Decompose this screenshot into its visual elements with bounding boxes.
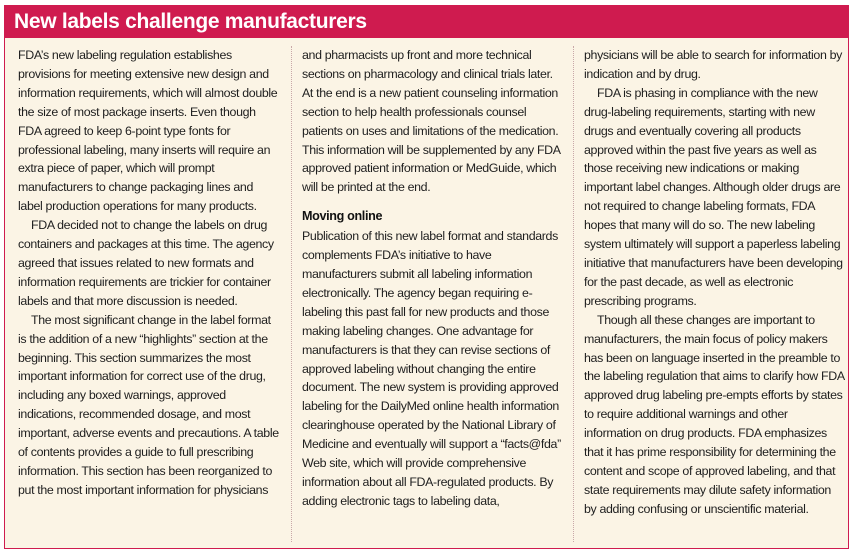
paragraph: The most significant change in the label format is the addition of a new “highlights” section at the beginning. This section summarizes the most important information for correct use of the drug, including any boxed warnings, approved indications, recommended dosage, and most important, adverse events and precautions. A table of contents provides a guide to full prescribing information. This section has been reorganized to put the most important information for physicians (18, 312, 279, 497)
paragraph: and pharmacists up front and more technical sections on pharmacology and clinical trials later. At the end is a new patient counseling information section to help health professionals counsel patients on uses and limitations of the medication. This information will be supplemented by any FDA approved patient information or MedGuide, which will be printed at the end. (302, 48, 560, 195)
paragraph: Though all these changes are important to manufacturers, the main focus of policy makers has been on language inserted in the preamble to the labeling regulation that aims to clarify how FDA approved drug labeling pre-empts efforts by states to require additional warnings and other information on drug products. FDA emphasizes that it has prime responsibility for determining the content and scope of approved labeling, and that state requirements may dilute safety information by adding confusing or unscientific material. (584, 312, 845, 516)
column-divider (291, 46, 292, 542)
section-subheading: Moving online (302, 209, 383, 224)
paragraph: FDA is phasing in compliance with the new drug-labeling requirements, starting with new drugs and eventually covering all products approved within the past five years as well as those receiving new indications or making important label changes. Although older drugs are not required to change labeling formats, FDA hopes that many will do so. The new labeling system ultimately will support a paperless labeling initiative that manufacturers have been developing for the past decade, as well as electronic prescribing programs. (584, 85, 843, 308)
text-column-1 (18, 46, 280, 544)
paragraph: FDA decided not to change the labels on drug containers and packages at this time. The agency agreed that issues related to new formats and information requirements are trickier for container labels and that more discussion is needed. (18, 218, 274, 308)
paragraph: Publication of this new label format and standards complements FDA’s initiative to have manufacturers submit all labeling information electronically. The agency began requiring e-labeling this past fall for new products and those making labeling changes. One advantage for manufacturers is that they can revise sections of approved labeling without changing the entire document. The new system is providing approved labeling for the DailyMed online health information clearinghouse operated by the National Library of Medicine and eventually will support a “facts@fda” Web site, which will provide comprehensive information about all FDA-regulated products. By adding electronic tags to labeling data, (302, 229, 561, 508)
article-sidebar-box (4, 5, 849, 549)
paragraph: physicians will be able to search for information by indication and by drug. (584, 48, 842, 81)
column-divider (573, 46, 574, 542)
header-bar (5, 6, 848, 38)
paragraph: FDA’s new labeling regulation establishes provisions for meeting extensive new design and information requirements, which will almost double the size of most package inserts. Even though FDA agreed to keep 6-point type fonts for professional labeling, many inserts will require an extra piece of paper, which will prompt manufacturers to change packaging lines and label production operations for many products. (18, 48, 278, 214)
text-column-2 (302, 46, 564, 544)
page-title: New labels challenge manufacturers (14, 10, 367, 33)
text-column-3 (584, 46, 846, 544)
